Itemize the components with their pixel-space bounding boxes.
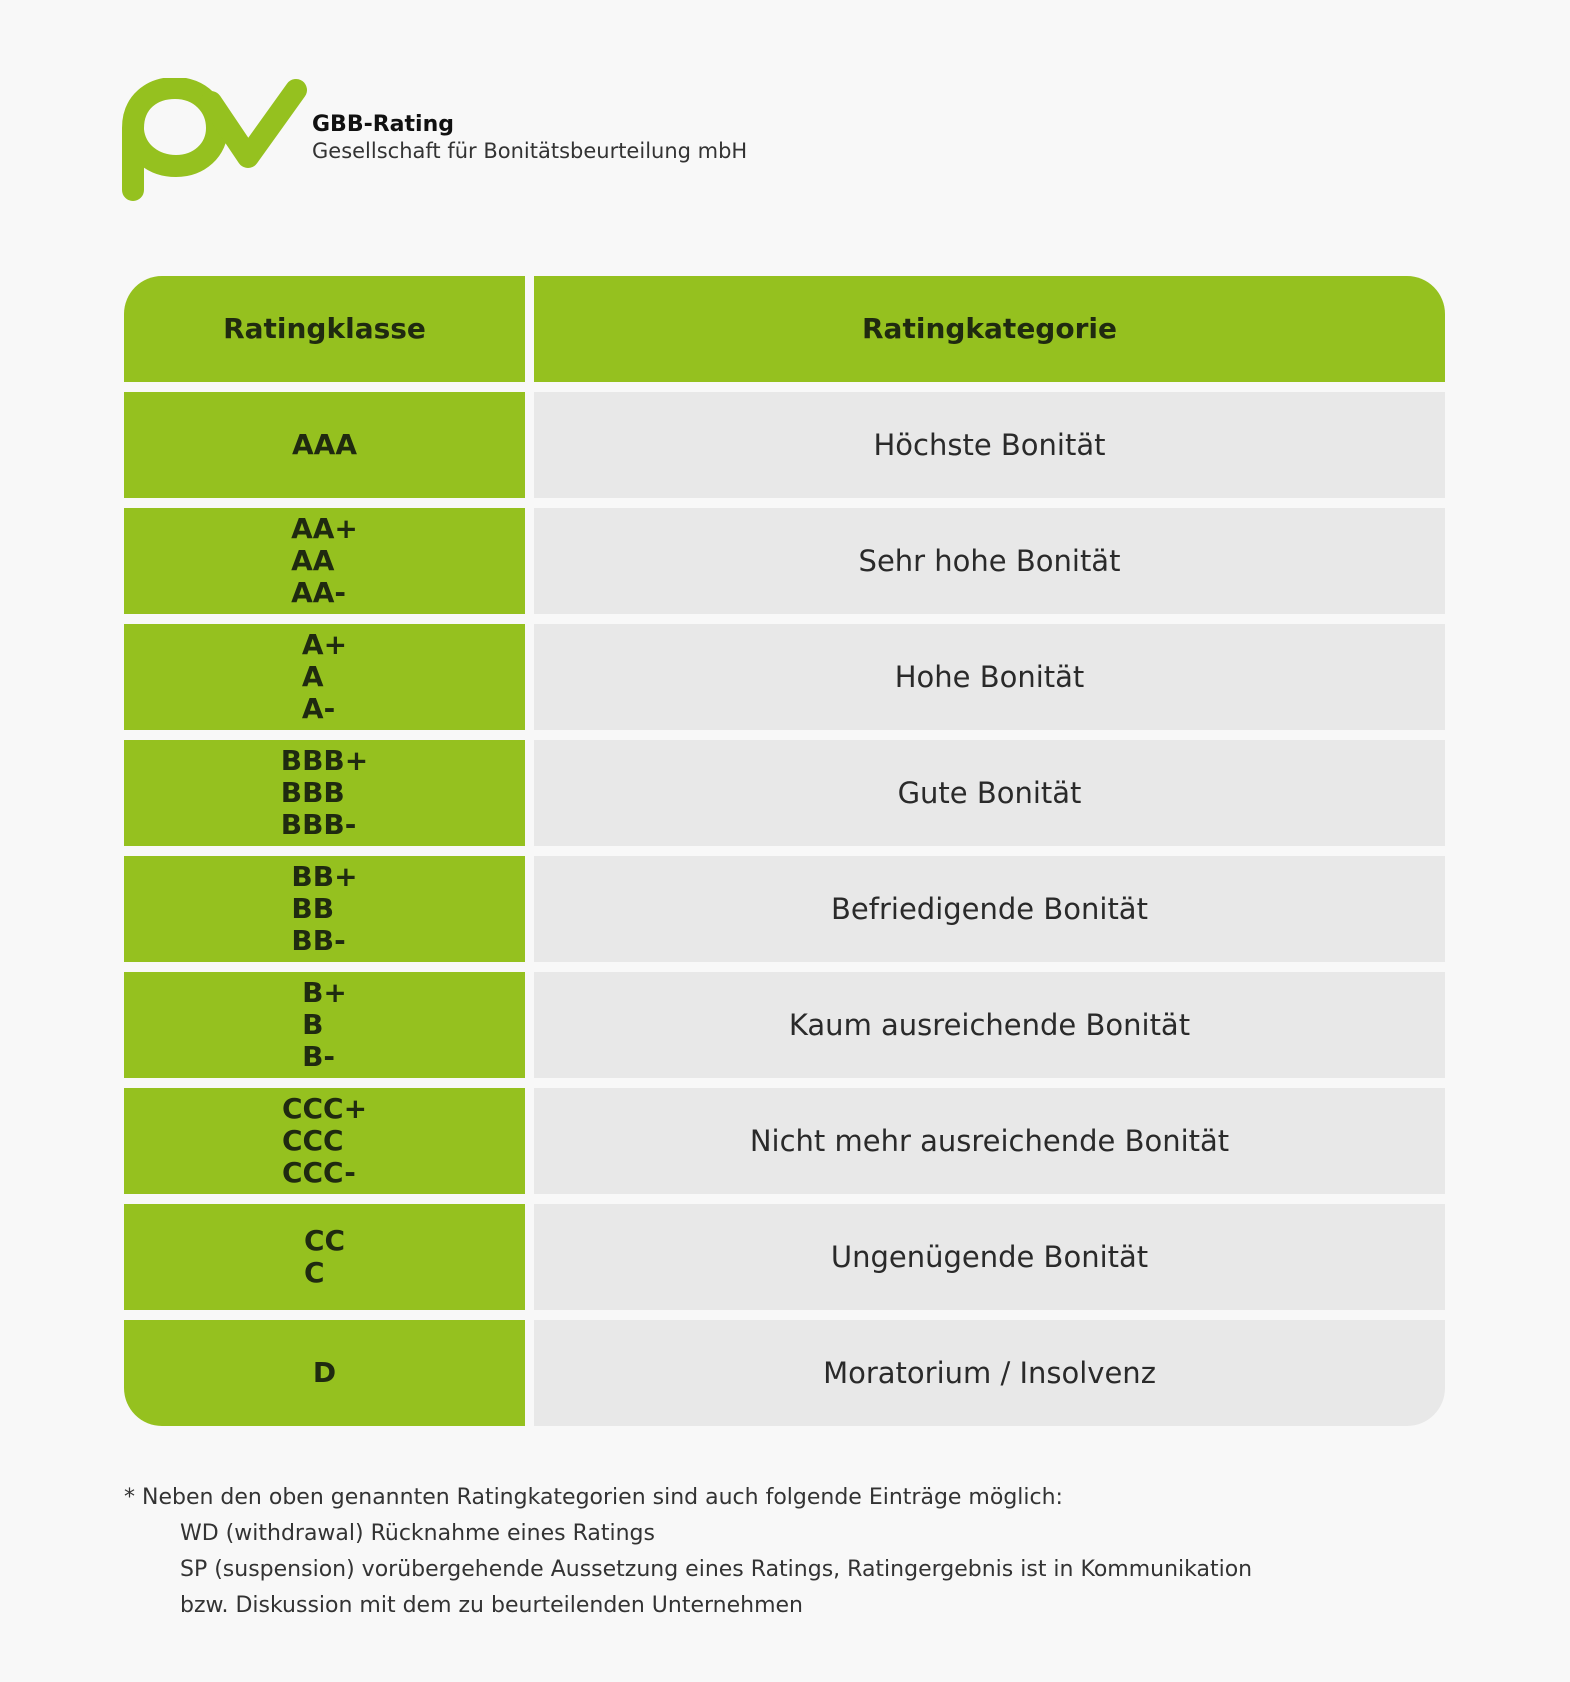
column-header-ratingklasse: Ratingklasse (124, 276, 525, 382)
rating-class-cell (124, 740, 525, 846)
rating-class: BB (291, 892, 335, 925)
rating-class: A+ (301, 628, 348, 661)
footnote-intro: * Neben den oben genannten Ratingkategorien sind auch folgende Einträge möglich: (124, 1485, 1063, 1510)
column-header-ratingkategorie: Ratingkategorie (534, 276, 1445, 382)
brand-name: GBB-Rating (312, 112, 454, 137)
rating-class: BBB (280, 776, 345, 809)
rating-category-cell: Hohe Bonität (534, 624, 1445, 730)
rating-class: BBB+ (280, 744, 369, 777)
rating-category-cell: Sehr hohe Bonität (534, 508, 1445, 614)
rating-class: AA- (291, 576, 347, 609)
brand-subtitle: Gesellschaft für Bonitätsbeurteilung mbH (312, 139, 748, 163)
rating-class: BBB- (280, 808, 357, 841)
rating-class: B (302, 1008, 324, 1041)
rating-class: D (312, 1356, 337, 1389)
rating-class: CCC- (281, 1156, 356, 1189)
footnote (124, 1480, 1454, 1624)
rating-category-cell: Gute Bonität (534, 740, 1445, 846)
rating-class-cell (124, 1320, 525, 1426)
brand-block (312, 112, 747, 164)
rating-class-cell (124, 624, 525, 730)
rating-class-cell (124, 1204, 525, 1310)
rating-class: A (301, 660, 324, 693)
rating-class: BB+ (291, 860, 358, 893)
rating-class: CCC+ (281, 1092, 368, 1125)
rating-class: C (303, 1256, 325, 1289)
footnote-line-sp: SP (suspension) vorübergehende Aussetzung eines Ratings, Ratingergebnis ist in Kommunikation (180, 1557, 1253, 1582)
rating-category-cell: Kaum ausreichende Bonität (534, 972, 1445, 1078)
rating-table (124, 276, 1445, 1426)
rating-category-cell: Befriedigende Bonität (534, 856, 1445, 962)
rating-class-cell (124, 392, 525, 498)
rating-class: CC (303, 1224, 346, 1257)
rating-class-cell (124, 856, 525, 962)
rating-class: BB- (291, 924, 346, 957)
rating-class: AA+ (291, 512, 358, 545)
pv-logo-icon (122, 78, 308, 204)
footnote-line-wd: WD (withdrawal) Rücknahme eines Ratings (180, 1521, 655, 1546)
rating-class: A- (301, 692, 336, 725)
rating-class: B+ (302, 976, 347, 1009)
rating-class-cell (124, 508, 525, 614)
rating-class: AAA (291, 428, 357, 461)
rating-class: CCC (281, 1124, 344, 1157)
rating-category-cell: Nicht mehr ausreichende Bonität (534, 1088, 1445, 1194)
rating-class-cell (124, 972, 525, 1078)
rating-class: AA (291, 544, 335, 577)
rating-category-cell: Höchste Bonität (534, 392, 1445, 498)
rating-class: B- (302, 1040, 336, 1073)
rating-category-cell: Ungenügende Bonität (534, 1204, 1445, 1310)
footnote-line-continuation: bzw. Diskussion mit dem zu beurteilenden Unternehmen (180, 1593, 803, 1618)
rating-class-cell (124, 1088, 525, 1194)
rating-category-cell: Moratorium / Insolvenz (534, 1320, 1445, 1426)
page-header (122, 78, 747, 204)
